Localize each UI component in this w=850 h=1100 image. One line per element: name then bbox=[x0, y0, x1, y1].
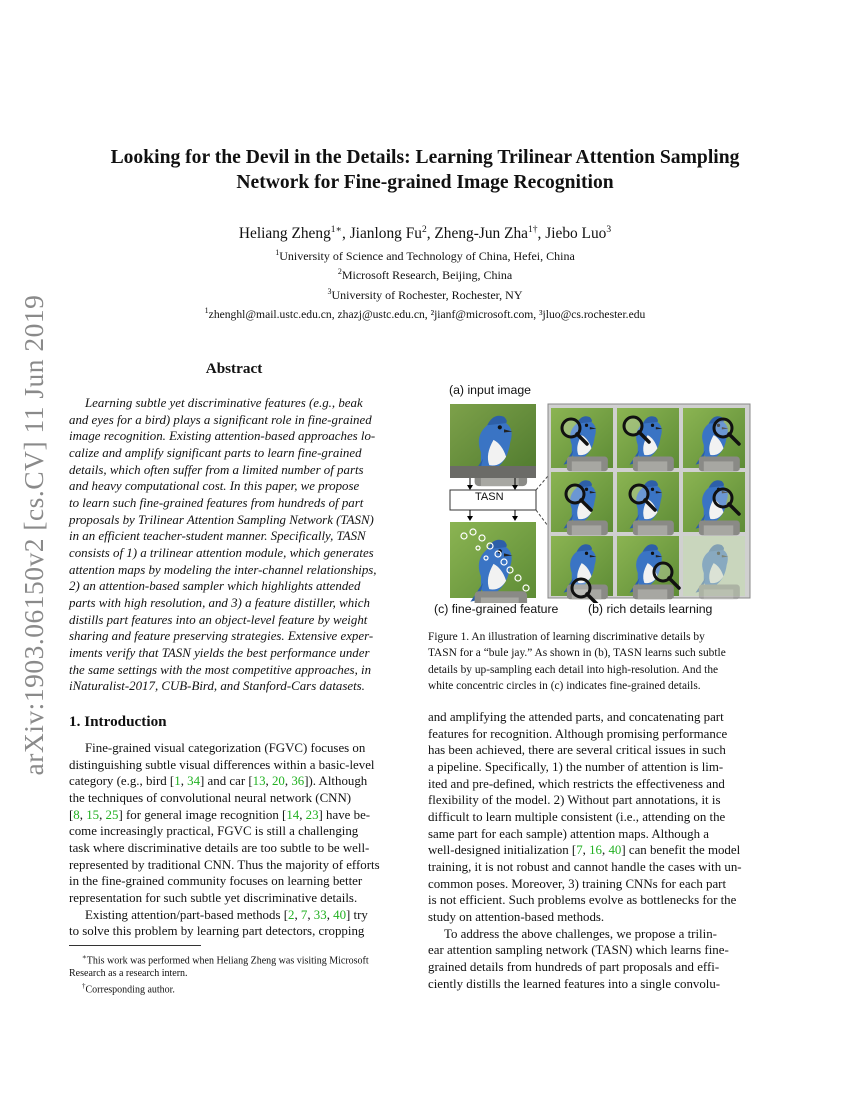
detail-thumbnail bbox=[617, 472, 679, 535]
citation-link[interactable]: 33 bbox=[313, 907, 327, 922]
abstract-line: attention maps by modeling the inter-channel relationships, bbox=[69, 562, 377, 577]
author-superscript: 3 bbox=[606, 225, 612, 235]
abstract-line: Learning subtle yet discriminative features (e.g., beak bbox=[85, 396, 363, 410]
citation-link[interactable]: 34 bbox=[187, 774, 201, 789]
abstract-line: calize and amplify significant parts to learn fine-grained bbox=[69, 445, 362, 460]
tasn-box-label: TASN bbox=[475, 491, 504, 503]
citation-link[interactable]: 40 bbox=[608, 843, 622, 858]
author-name: Jiebo Luo bbox=[545, 225, 607, 243]
abstract-line: iNaturalist-2017, CUB-Bird, and Stanford-Cars datasets. bbox=[69, 679, 365, 694]
detail-thumbnail bbox=[551, 408, 613, 471]
abstract-line: consists of 1) a trilinear attention module, which generates bbox=[69, 545, 374, 560]
affiliation-1: $^1$University of Science and Technology of China, Hefei, China bbox=[275, 248, 575, 263]
abstract-body bbox=[69, 395, 399, 695]
caption-line: TASN for a “bule jay.” As shown in (b), TASN learns such subtle bbox=[428, 647, 726, 660]
citation-link[interactable]: 13 bbox=[252, 774, 266, 789]
abstract-line: the same settings with the most competitive approaches, in bbox=[69, 662, 372, 677]
author-name: Heliang Zheng bbox=[238, 225, 331, 243]
abstract-line: sharing and feature preserving strategies. Extensive exper- bbox=[69, 629, 374, 644]
author-name: Zheng-Jun Zha bbox=[434, 225, 529, 243]
arxiv-sidebar-stamp bbox=[12, 290, 56, 780]
author-superscript: 1† bbox=[528, 225, 538, 235]
detail-thumbnail bbox=[683, 472, 745, 535]
detail-thumbnail bbox=[617, 536, 679, 599]
footnotes: ∗This work was performed when Heliang Zheng was visiting Microsoft Research as a research intern. †Corresponding author. bbox=[69, 953, 369, 996]
citation-link[interactable]: 20 bbox=[271, 774, 285, 789]
detail-thumbnail bbox=[617, 408, 679, 471]
author-name: Jianlong Fu bbox=[349, 225, 422, 243]
caption-line: Figure 1. An illustration of learning discriminative details by bbox=[428, 631, 705, 643]
detail-thumbnail bbox=[551, 536, 613, 603]
arxiv-id: arXiv:1903.06150v2 [cs.CV] 11 Jun 2019 bbox=[18, 294, 49, 776]
citation-link[interactable]: 14 bbox=[286, 807, 300, 822]
introduction-heading: 1. Introduction bbox=[69, 713, 167, 730]
title-line-2: Network for Fine-grained Image Recognition bbox=[236, 172, 614, 193]
citation-link[interactable]: 15 bbox=[86, 807, 100, 822]
detail-thumbnail bbox=[551, 472, 613, 535]
footnote-rule bbox=[69, 945, 201, 946]
right-column-body: and amplifying the attended parts, and concatenating part features for recognition. Although promising performance has been achieved, there are several critical issues in such a pipeline. Specifically, 1) the number of attention is lim- ited and pre-defined, which restricts the effectiveness and flexibility of the model. 2) Without part annotations, it is difficult to learn multiple consistent (i.e., attending on the same part for each sample) attention maps. Although a well-designed initialization [7, 16, 40] can benefit the model training, it is not robust and cannot handle the cases with un- common poses. Moreover, 3) training CNNs for each part is not efficient. Such problems evolve as bottlenecks for the study on attention-based methods. To address the above challenges, we propose a trilin- ear attention sampling network (TASN) which learns fine- grained details from hundreds of part proposals and effi- ciently distills the learned features into a single convolu- bbox=[428, 710, 742, 991]
figure-label-input-image: (a) input image bbox=[449, 383, 532, 397]
author-superscript: 1∗ bbox=[330, 225, 342, 235]
abstract-line: to learn such fine-grained features from hundreds of part bbox=[69, 495, 364, 510]
abstract-line: proposals by Trilinear Attention Sampling Network (TASN) bbox=[69, 512, 374, 527]
grid-cells bbox=[551, 408, 745, 603]
citation-link[interactable]: 7 bbox=[300, 907, 308, 922]
abstract-line: distills part features into an object-level feature by weight bbox=[69, 612, 368, 627]
abstract-line: image recognition. Existing attention-based approaches lo- bbox=[69, 429, 376, 444]
detail-thumbnail bbox=[683, 408, 745, 471]
citation-link[interactable]: 25 bbox=[105, 807, 119, 822]
title-line-1: Looking for the Devil in the Details: Learning Trilinear Attention Sampling bbox=[110, 147, 740, 168]
abstract-line: iments verify that TASN yields the best performance under bbox=[69, 645, 370, 660]
abstract-line: 2) an attention-based sampler which highlights attended bbox=[69, 579, 361, 594]
citation-link[interactable]: 8 bbox=[73, 807, 80, 822]
abstract-line: details, which often suffer from a limited number of parts bbox=[69, 462, 364, 477]
citation-link[interactable]: 1 bbox=[174, 774, 181, 789]
abstract-heading: Abstract bbox=[205, 360, 263, 377]
author-list: Heliang Zheng$^{1∗}$, Jianlong Fu$^2$, Zheng-Jun Zha$^{1\dagger}$, Jiebo Luo$^3$ bbox=[238, 225, 612, 243]
paper-title bbox=[60, 145, 790, 195]
citation-link[interactable]: 36 bbox=[291, 774, 305, 789]
affiliation-3: $^3$University of Rochester, Rochester, NY bbox=[327, 287, 523, 302]
detail-thumbnail bbox=[683, 536, 745, 599]
abstract-line: and heavy computational cost. In this paper, we propose bbox=[69, 479, 360, 494]
author-superscript: 2 bbox=[421, 225, 427, 235]
abstract-line: in an efficient teacher-student manner. Specifically, TASN bbox=[69, 529, 366, 544]
citation-link[interactable]: 2 bbox=[287, 907, 295, 922]
abstract-line: parts with high resolution, and 3) a feature distiller, which bbox=[69, 595, 370, 610]
affiliation-2: $^2$Microsoft Research, Beijing, China bbox=[337, 267, 513, 282]
figure-label-rich-details: (b) rich details learning bbox=[588, 602, 713, 616]
citation-link[interactable]: 40 bbox=[333, 907, 347, 922]
figure-1-caption bbox=[428, 629, 758, 694]
caption-line: white concentric circles in (c) indicates fine-grained details. bbox=[428, 679, 701, 692]
abstract-line: and eyes for a bird) plays a significant role in fine-grained bbox=[69, 412, 372, 427]
citation-link[interactable]: 23 bbox=[305, 807, 319, 822]
figure-label-fine-grained-feature: (c) fine-grained feature bbox=[434, 602, 559, 616]
introduction-body: Fine-grained visual categorization (FGVC) focuses on distinguishing subtle visual differences within a basic-level category (e.g., bird [1, 34] and car [13, 20, 36]). Although the techniques of convolutional neural network (CNN) [8, 15, 25] for general image recognition [14, 23] have be- come increasingly practical, FGVC is still a challenging task where discriminative details are too subtle to be well- represented by traditional CNN. Thus the majority of efforts in the fine-grained community focuses on learning better representation for such subtle yet discriminative details. Existing attention/part-based methods [2, 7, 33, 40] try to solve this problem by learning part detectors, cropping bbox=[69, 741, 380, 939]
citation-link[interactable]: 7 bbox=[576, 843, 583, 858]
caption-line: details by up-sampling each detail into high-resolution. And the bbox=[428, 663, 719, 676]
author-emails: $^1$zhenghl@mail.ustc.edu.cn, zhazj@ustc.edu.cn, ²jianf@microsoft.com, ³jluo@cs.rochester.edu bbox=[204, 306, 646, 321]
citation-link[interactable]: 16 bbox=[589, 843, 602, 858]
